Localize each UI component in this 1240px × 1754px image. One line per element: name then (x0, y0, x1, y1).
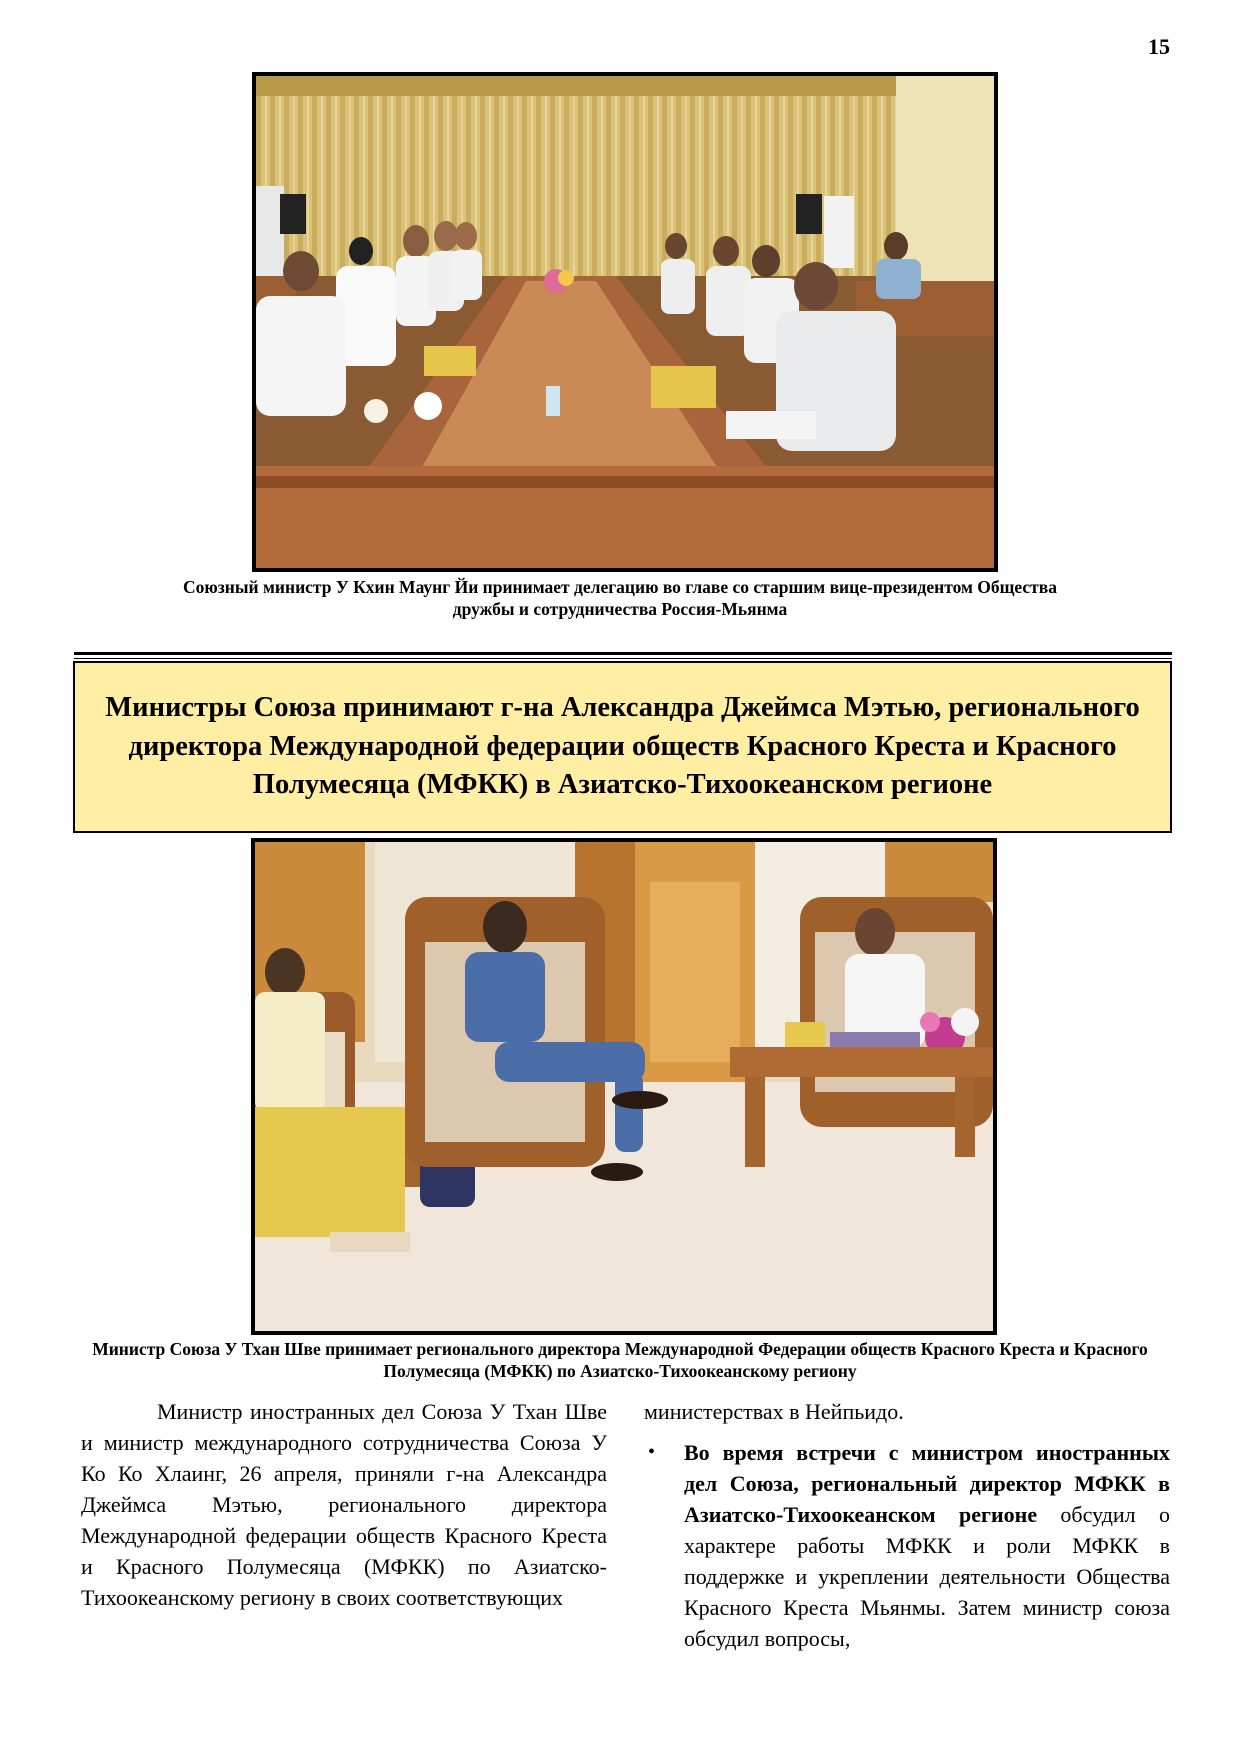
reception-photo (251, 838, 997, 1335)
article-column-right (644, 1396, 1170, 1654)
meeting-photo-caption: Союзный министр У Кхин Маунг Йи принимает делегацию во главе со старшим вице-президентом Общества дружбы и сотрудничества Россия-Мьянма (183, 577, 1057, 619)
article-column-left (81, 1396, 607, 1613)
bullet-item (644, 1437, 1170, 1654)
bullet-icon: • (648, 1441, 656, 1463)
section-divider (74, 652, 1172, 655)
meeting-photo-illustration (256, 76, 994, 568)
article-headline: Министры Союза принимают г-на Александра Джеймса Мэтью, регионального директора Международной федерации обществ Красного Креста и Красного Полумесяца (МФКК) в Азиатско-Тихоокеанском регионе (105, 692, 1140, 801)
reception-photo-caption: Министр Союза У Тхан Шве принимает регионального директора Международной Федерации обществ Красного Креста и Красного Полумесяца (МФКК) по Азиатско-Тихоокеанскому региону (92, 1339, 1148, 1381)
bullet-bold-lead: Во время встречи с министром иностранных дел Союза, региональный директор МФКК в Азиатско-Тихоокеанском регионе (684, 1440, 1170, 1527)
reception-photo-illustration (255, 842, 993, 1331)
page-number: 15 (1148, 34, 1170, 59)
bullet-body-text: обсудил о характере работы МФКК и роли МФКК в поддержке и укреплении деятельности Общества Красного Креста Мьянмы. Затем министр союза обсудил вопросы, (684, 1502, 1170, 1651)
article-paragraph: Министр иностранных дел Союза У Тхан Шве и министр международного сотрудничества Союза У Ко Ко Хлаинг, 26 апреля, приняли г-на Александра Джеймса Мэтью, регионального директора Международной федерации обществ Красного Креста и Красного Полумесяца (МФКК) по Азиатско-Тихоокеанскому региону в своих соответствующих (81, 1399, 607, 1610)
meeting-photo (252, 72, 998, 572)
section-divider-thin (74, 658, 1172, 659)
headline-box (73, 661, 1172, 833)
article-paragraph-continuation: министерствах в Нейпьидо. (644, 1399, 904, 1424)
